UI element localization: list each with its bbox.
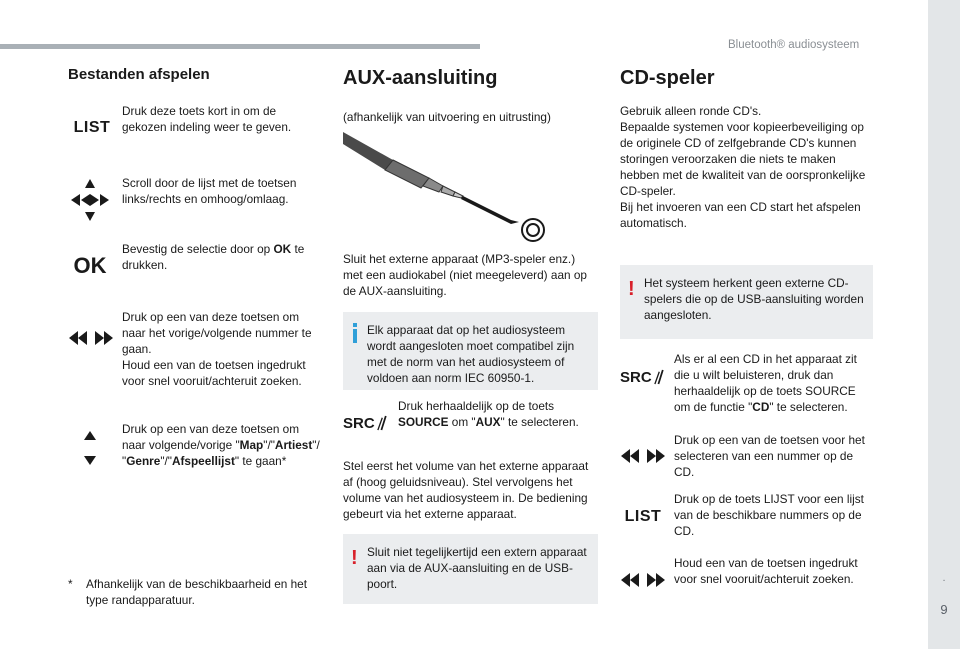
list-icon-label: LIST: [73, 119, 111, 136]
files-row-navigate-text: Druk op een van deze toetsen om naar volgende/vorige "Map"/"Artiest"/ "Genre"/"Afspeellijst" te gaan*: [122, 422, 320, 468]
four-way-arrows-icon: [68, 178, 112, 222]
src-button-icon: [343, 412, 389, 434]
src-button-icon: [620, 366, 666, 388]
aux-warning-note-text: Sluit niet tegelijkertijd een extern apparaat aan via de AUX-aansluiting en de USB-poort.: [367, 545, 587, 591]
src-icon-label: SRC: [343, 414, 375, 432]
list-icon-label: LIST: [624, 508, 662, 525]
files-row-skip-text: Druk op een van deze toetsen om naar het vorige/volgende nummer te gaan. Houd een van de toetsen ingedrukt voor snel vooruit/achteruit zoeken.: [122, 310, 312, 388]
warning-icon: !: [628, 278, 635, 300]
section-heading-cd: CD-speler: [620, 67, 715, 89]
info-icon: [352, 323, 358, 343]
footnote-text: Afhankelijk van de beschikbaarheid en het type randapparatuur.: [86, 577, 308, 607]
list-button-icon: [68, 116, 116, 140]
up-down-arrows-icon: [80, 430, 100, 466]
page-edge-band: [928, 0, 960, 649]
cd-skip-text: Druk op een van de toetsen voor het selecteren van een nummer op de CD.: [674, 433, 865, 479]
aux-jack-illustration-icon: [343, 126, 553, 246]
page-dot: .: [942, 572, 946, 584]
aux-info-note: [343, 312, 598, 390]
header-bar: [0, 44, 480, 49]
skip-prev-next-icon: [68, 328, 114, 348]
aux-connect-text: Sluit het externe apparaat (MP3-speler enz.) met een audiokabel (niet meegeleverd) aan op de AUX-aansluiting.: [343, 252, 587, 298]
list-button-icon: [620, 505, 666, 529]
skip-prev-next-icon: [620, 570, 666, 590]
section-heading-files: Bestanden afspelen: [68, 66, 210, 83]
cd-warning-note: [620, 265, 873, 339]
cd-intro-text: Gebruik alleen ronde CD's. Bepaalde systemen voor kopieerbeveiliging op de originele CD of zelfgebrande CD's kunnen storingen veroorzaken die niets te maken hebben met de kwaliteit van de oorspronkelijke CD-speler. Bij het invoeren van een CD start het afspelen automatisch.: [620, 104, 866, 230]
header-title: Bluetooth® audiosysteem: [728, 39, 860, 51]
aux-warning-note: [343, 534, 598, 604]
aux-source-text: Druk herhaaldelijk op de toets SOURCE om "AUX" te selecteren.: [398, 399, 579, 429]
ok-button-icon: [68, 252, 112, 280]
footnote: [68, 576, 328, 608]
cd-source-text: Als er al een CD in het apparaat zit die u wilt beluisteren, druk dan herhaaldelijk op de toets SOURCE om de functie "CD" te selecteren.: [674, 352, 857, 414]
warning-icon: !: [351, 547, 358, 569]
files-row-list-text: Druk deze toets kort in om de gekozen indeling weer te geven.: [122, 104, 292, 134]
ok-icon-label: OK: [73, 253, 107, 278]
cd-hold-text: Houd een van de toetsen ingedrukt voor snel vooruit/achteruit zoeken.: [674, 556, 858, 586]
files-row-scroll-text: Scroll door de lijst met de toetsen links/rechts en omhoog/omlaag.: [122, 176, 297, 206]
aux-volume-text: Stel eerst het volume van het externe apparaat af (hoog geluidsniveau). Stel vervolgens het volume van het audiosysteem in. De bediening gebeurt via het externe apparaat.: [343, 459, 589, 521]
src-icon-label: SRC: [620, 368, 652, 386]
aux-info-note-text: Elk apparaat dat op het audiosysteem wordt aangesloten moet compatibel zijn met de norm van het audiosysteem of voldoen aan norm IEC 60950-1.: [367, 323, 575, 385]
page-number: 9: [940, 602, 948, 617]
cd-warning-note-text: Het systeem herkent geen externe CD-spelers die op de USB-aansluiting worden aangesloten.: [644, 276, 864, 322]
skip-prev-next-icon: [620, 446, 666, 466]
aux-subtitle: (afhankelijk van uitvoering en uitrusting): [343, 110, 551, 124]
section-heading-aux: AUX-aansluiting: [343, 67, 498, 89]
footnote-marker: *: [68, 577, 73, 591]
cd-list-text: Druk op de toets LIJST voor een lijst van de beschikbare nummers op de CD.: [674, 492, 864, 538]
files-row-ok-text: Bevestig de selectie door op OK te drukken.: [122, 242, 305, 272]
